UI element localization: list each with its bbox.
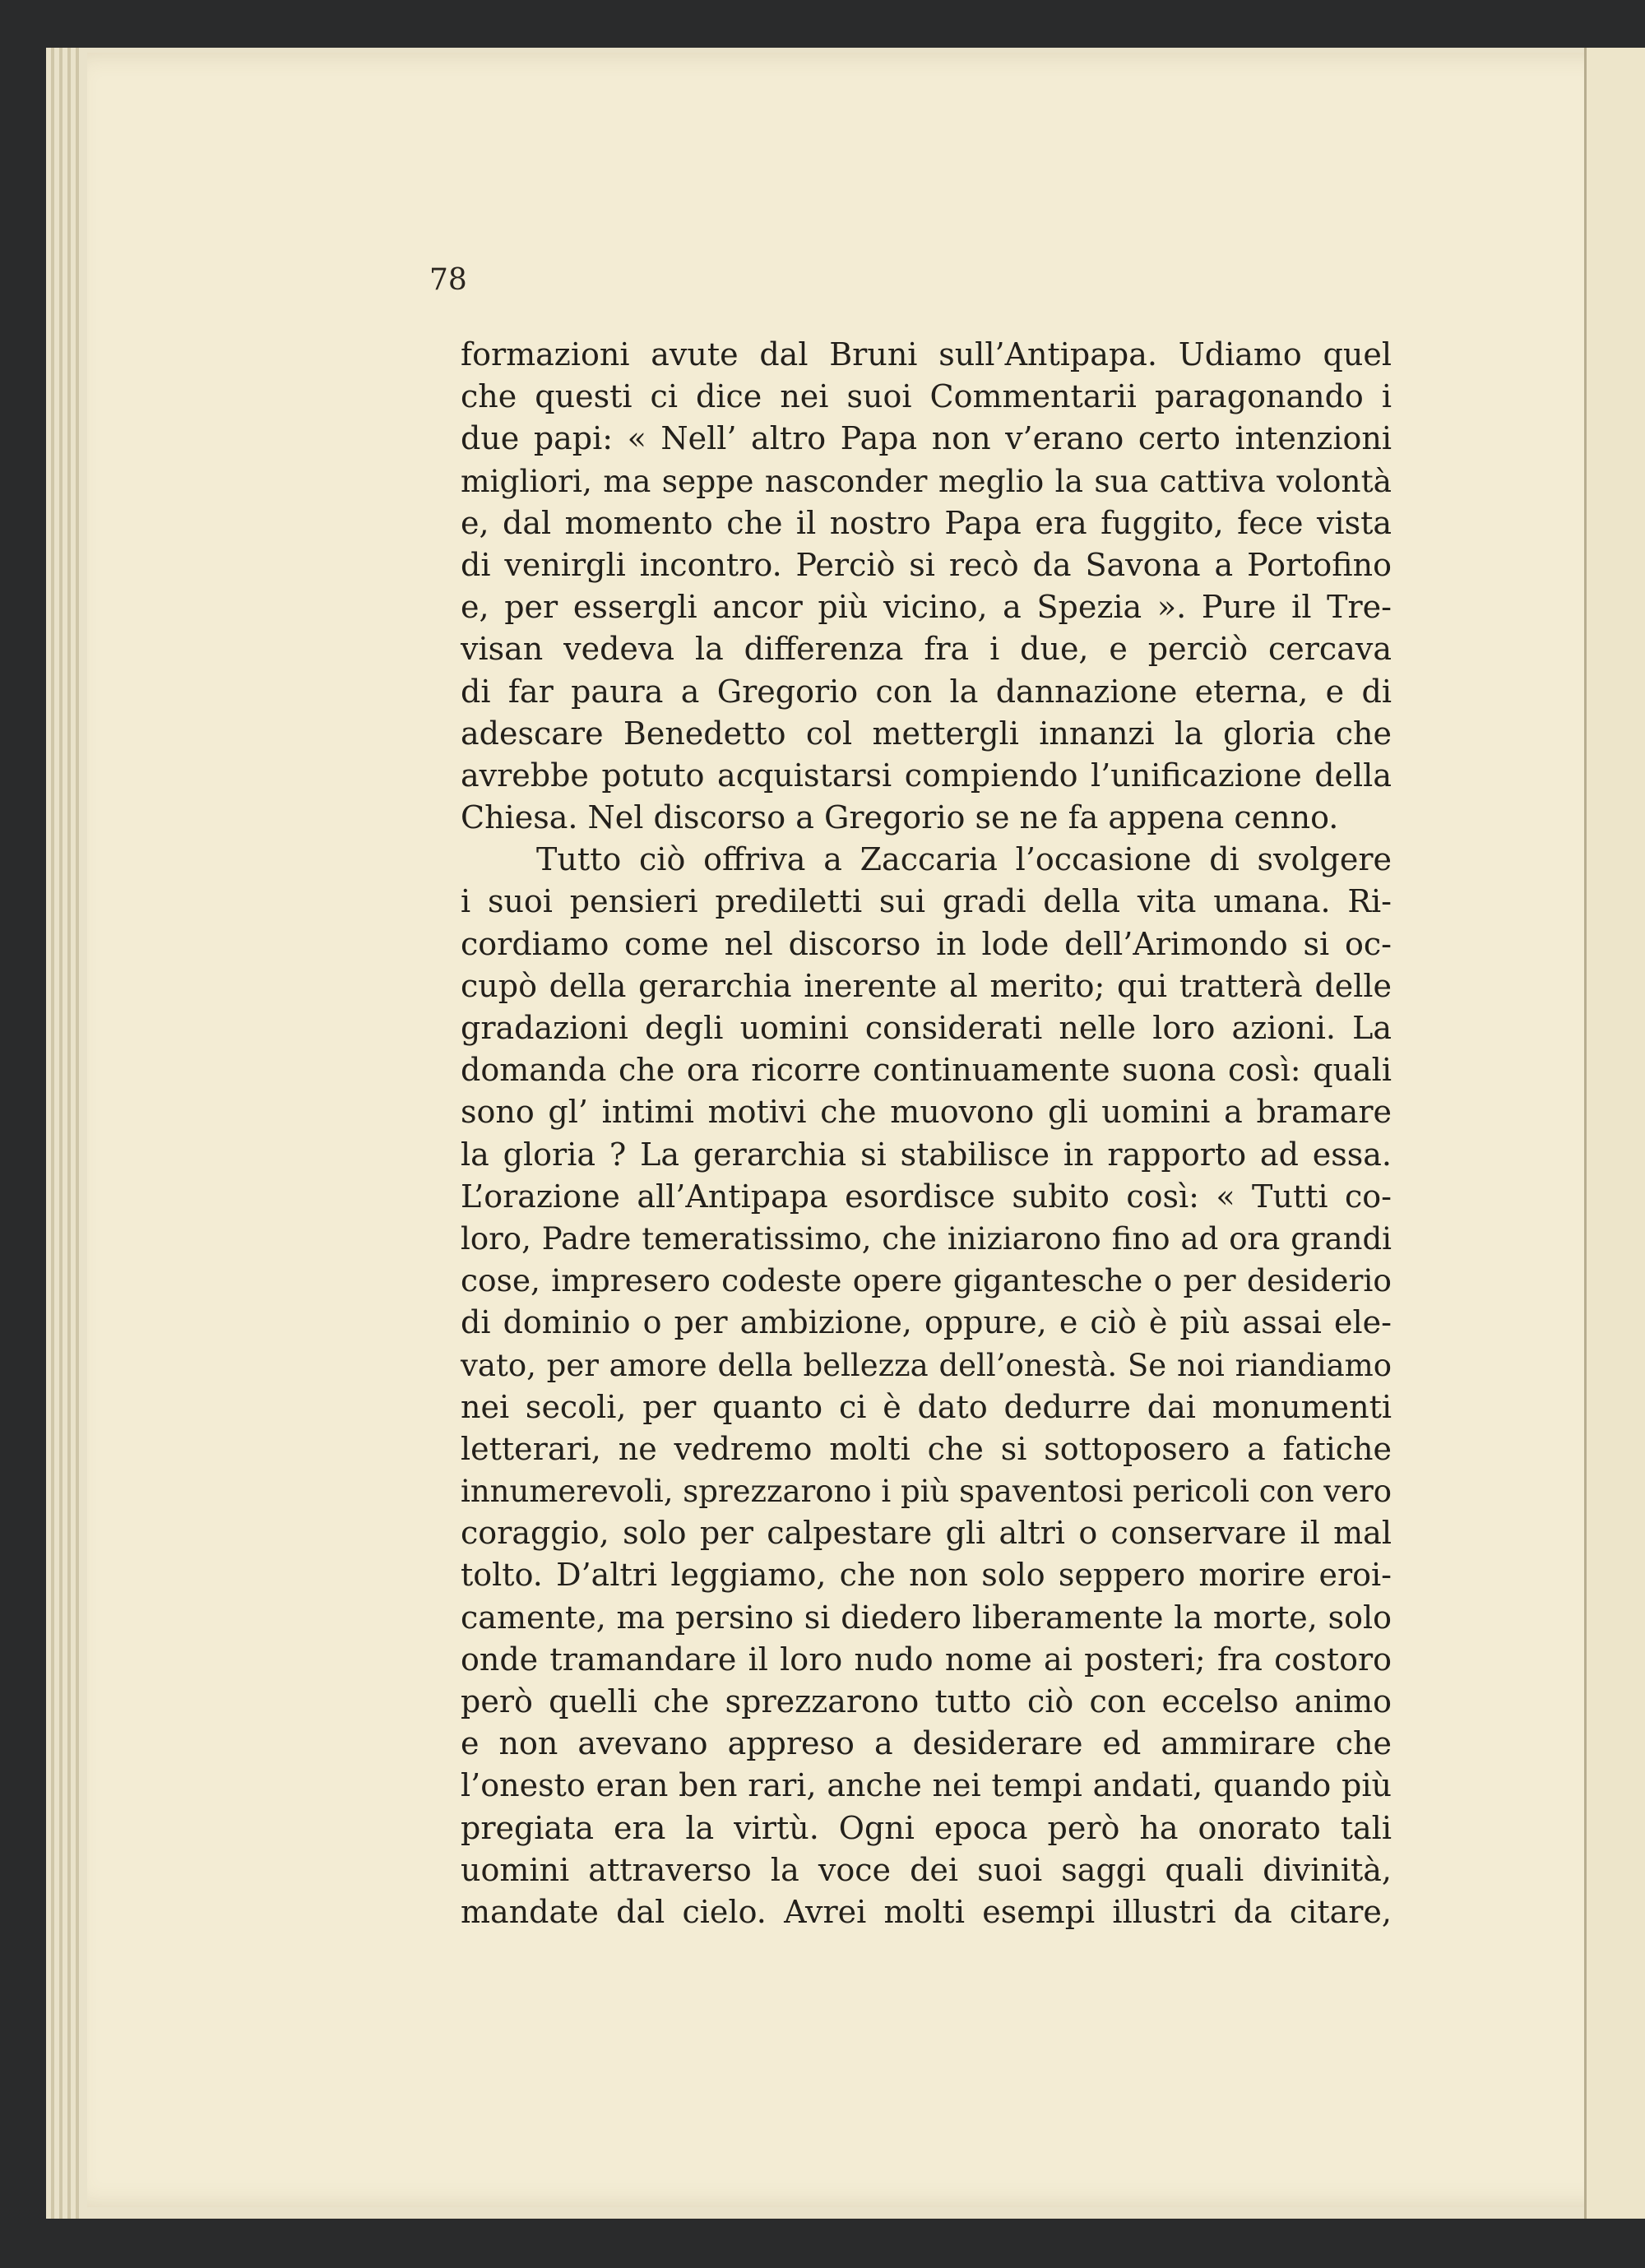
text-line: la gloria ? La gerarchia si stabilisce in rapporto ad essa. [461, 1136, 1392, 1173]
text-line: domanda che ora ricorre continuamente suona così: quali [461, 1052, 1392, 1089]
text-line: sono gl’ intimi motivi che muovono gli uomini a bramare [461, 1094, 1392, 1131]
text-line: adescare Benedetto col mettergli innanzi la gloria che [461, 715, 1392, 752]
text-line: e, dal momento che il nostro Papa era fuggito, fece vista [461, 504, 1392, 541]
text-line: e, per essergli ancor più vicino, a Spezia ». Pure il Tre- [461, 589, 1392, 626]
text-line: e non avevano appreso a desiderare ed ammirare che [461, 1725, 1392, 1762]
text-line: L’orazione all’Antipapa esordisce subito così: « Tutti co- [461, 1178, 1392, 1215]
text-line: cose, impresero codeste opere gigantesche o per desiderio [461, 1262, 1392, 1299]
text-line: formazioni avute dal Bruni sull’Antipapa. Udiamo quel [461, 336, 1392, 373]
text-line: Tutto ciò offriva a Zaccaria l’occasione di svolgere [536, 841, 1392, 878]
text-line: migliori, ma seppe nasconder meglio la sua cattiva volontà [461, 462, 1392, 499]
text-line: coraggio, solo per calpestare gli altri o conservare il mal [461, 1515, 1392, 1552]
text-line: però quelli che sprezzarono tutto ciò con eccelso animo [461, 1683, 1392, 1720]
page-edge [59, 48, 63, 2219]
text-line: di far paura a Gregorio con la dannazione eterna, e di [461, 673, 1392, 710]
text-line: letterari, ne vedremo molti che si sottoposero a fatiche [461, 1430, 1392, 1467]
page-edge [76, 48, 79, 2219]
text-line: visan vedeva la differenza fra i due, e perciò cercava [461, 631, 1392, 668]
text-line: Chiesa. Nel discorso a Gregorio se ne fa appena cenno. [461, 799, 1339, 836]
text-line: che questi ci dice nei suoi Commentarii paragonando i [461, 378, 1392, 415]
text-line: pregiata era la virtù. Ogni epoca però ha onorato tali [461, 1809, 1392, 1846]
text-line: l’onesto eran ben rari, anche nei tempi andati, quando più [461, 1767, 1392, 1804]
text-line: innumerevoli, sprezzarono i più spaventosi pericoli con vero [461, 1474, 1392, 1510]
text-line: nei secoli, per quanto ci è dato dedurre dai monumenti [461, 1388, 1392, 1425]
text-line: mandate dal cielo. Avrei molti esempi illustri da citare, [461, 1893, 1392, 1930]
text-line: uomini attraverso la voce dei suoi saggi quali divinità, [461, 1851, 1392, 1888]
text-line: avrebbe potuto acquistarsi compiendo l’unificazione della [461, 757, 1392, 794]
text-line: gradazioni degli uomini considerati nelle loro azioni. La [461, 1010, 1392, 1046]
text-line: loro, Padre temeratissimo, che iniziarono fino ad ora grandi [461, 1220, 1392, 1257]
text-line: di dominio o per ambizione, oppure, e ciò è più assai ele- [461, 1304, 1392, 1341]
text-line: vato, per amore della bellezza dell’onestà. Se noi riandiamo [461, 1347, 1392, 1383]
page-edge [67, 48, 71, 2219]
text-line: di venirgli incontro. Perciò si recò da Savona a Portofino [461, 546, 1392, 583]
text-line: cupò della gerarchia inerente al merito; qui tratterà delle [461, 967, 1392, 1004]
page-number: 78 [429, 263, 467, 297]
text-line: i suoi pensieri prediletti sui gradi della vita umana. Ri- [461, 883, 1392, 920]
page-edge [51, 48, 54, 2219]
text-line: due papi: « Nell’ altro Papa non v’erano certo intenzioni [461, 420, 1392, 457]
body-text [461, 334, 1392, 1933]
text-line: onde tramandare il loro nudo nome ai posteri; fra costoro [461, 1641, 1392, 1678]
text-line: cordiamo come nel discorso in lode dell’Arimondo si oc- [461, 925, 1392, 962]
text-line: camente, ma persino si diedero liberamente la morte, solo [461, 1599, 1392, 1636]
facing-page-edge [1584, 48, 1645, 2219]
text-line: tolto. D’altri leggiamo, che non solo seppero morire eroi- [461, 1557, 1392, 1594]
